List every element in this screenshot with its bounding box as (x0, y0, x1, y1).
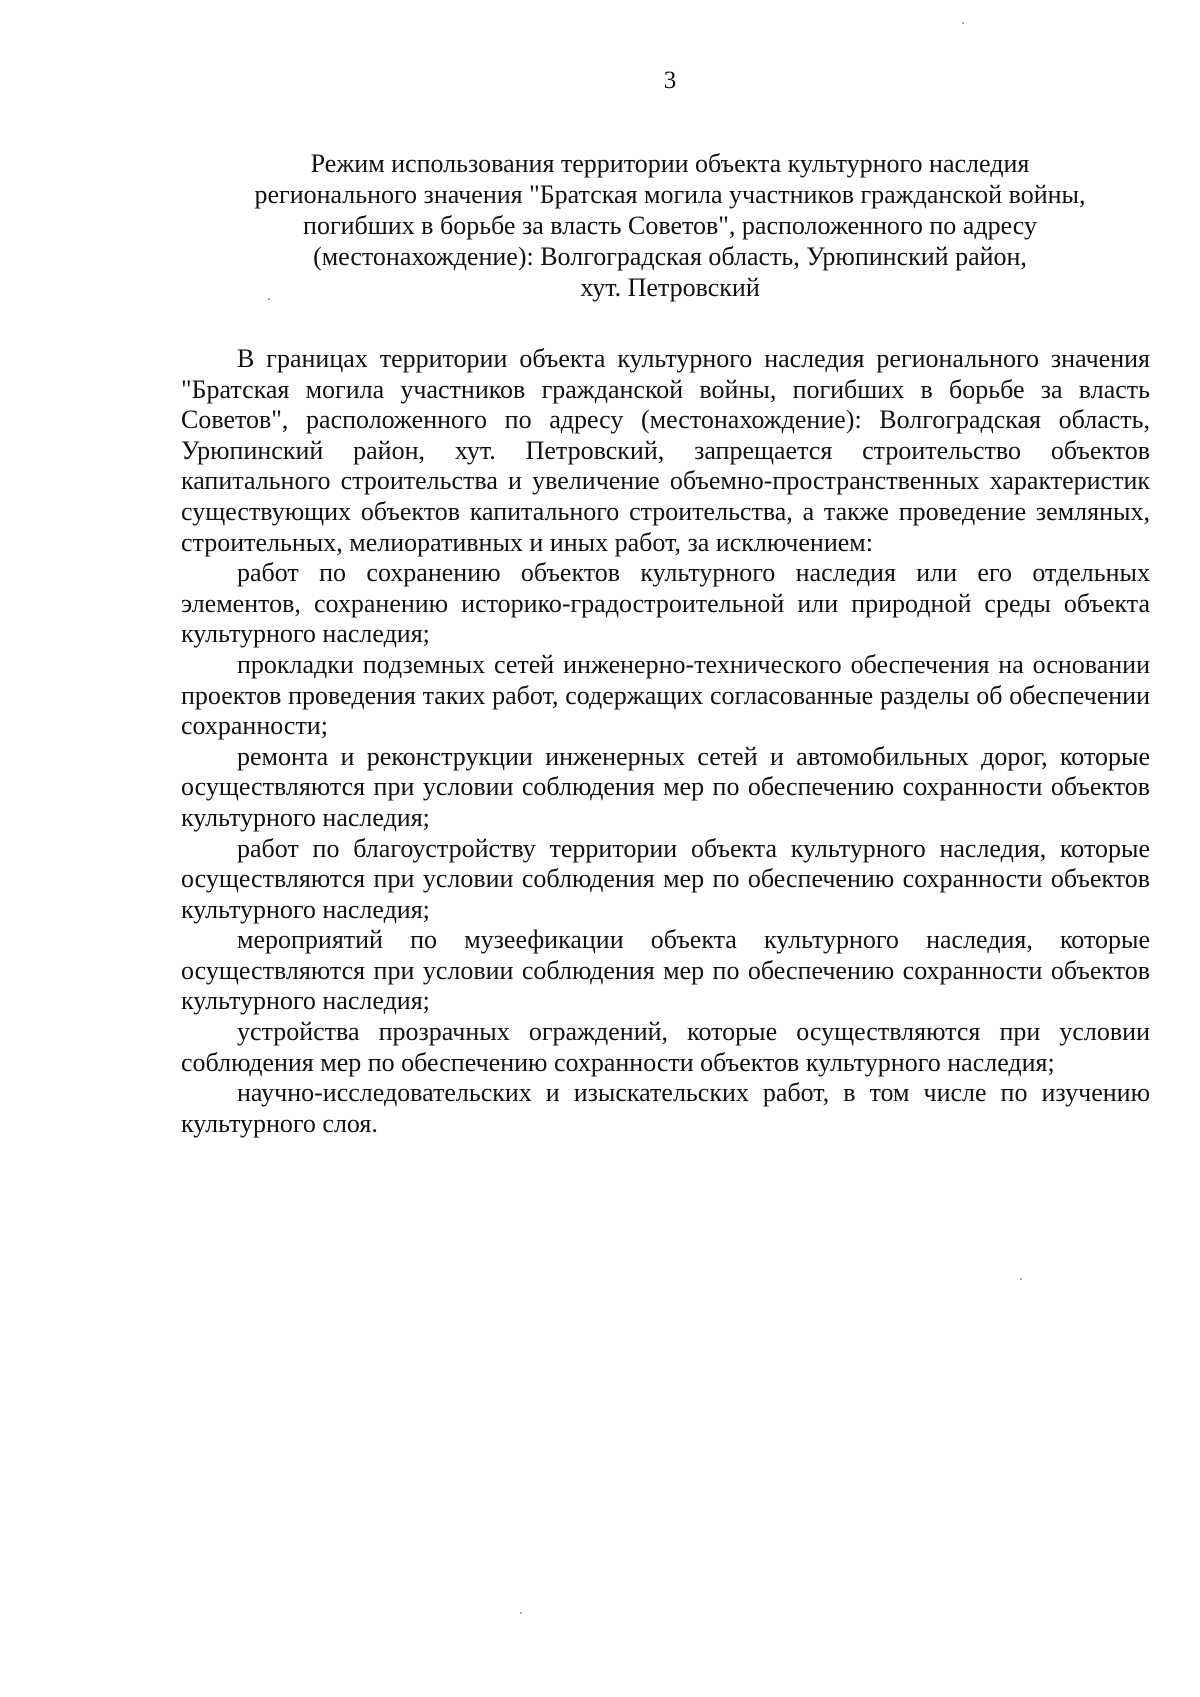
exception-item: устройства прозрачных ограждений, которые осуществляются при условии соблюдения мер по обеспечению сохранности объектов культурного наследия; (181, 1017, 1150, 1077)
document-body (181, 344, 1150, 1139)
title-line: регионального значения "Братская могила участников гражданской войны, (254, 180, 1086, 209)
title-line: Режим использования территории объекта культурного наследия (310, 149, 1030, 178)
title-line: (местонахождение): Волгоградская область, Урюпинский район, (313, 242, 1027, 271)
scan-speck (1020, 1278, 1022, 1280)
page-number: 3 (663, 67, 677, 94)
exception-item: работ по сохранению объектов культурного наследия или его отдельных элементов, сохранению историко-градостроительной или природной среды объекта культурного наследия; (181, 558, 1150, 649)
exception-item: работ по благоустройству территории объекта культурного наследия, которые осуществляются при условии соблюдения мер по обеспечению сохранности объектов культурного наследия; (181, 833, 1150, 924)
scan-speck (520, 1612, 522, 1614)
exception-item: научно-исследовательских и изыскательских работ, в том числе по изучению культурного слоя. (181, 1078, 1150, 1138)
scan-speck (962, 22, 964, 24)
exception-item: ремонта и реконструкции инженерных сетей и автомобильных дорог, которые осуществляются при условии соблюдения мер по обеспечению сохранности объектов культурного наследия; (181, 741, 1150, 832)
intro-paragraph: В границах территории объекта культурного наследия регионального значения "Братская могила участников гражданской войны, погибших в борьбе за власть Советов", расположенного по адресу (местонахождение): Волгоградская область, Урюпинский район, хут. Петровский, запрещается строительство объектов капитального строительства и увеличение объемно-пространственных характеристик существующих объектов капитального строительства, а также проведение земляных, строительных, мелиоративных и иных работ, за исключением: (181, 344, 1150, 557)
title-line: погибших в борьбе за власть Советов", расположенного по адресу (303, 211, 1037, 240)
title-line: хут. Петровский (580, 273, 760, 302)
exception-item: прокладки подземных сетей инженерно-технического обеспечения на основании проектов проведения таких работ, содержащих согласованные разделы об обеспечении сохранности; (181, 649, 1150, 741)
document-title (170, 148, 1170, 303)
exception-item: мероприятий по музеефикации объекта культурного наследия, которые осуществляются при условии соблюдения мер по обеспечению сохранности объектов культурного наследия; (181, 925, 1150, 1016)
scan-speck (268, 298, 270, 300)
